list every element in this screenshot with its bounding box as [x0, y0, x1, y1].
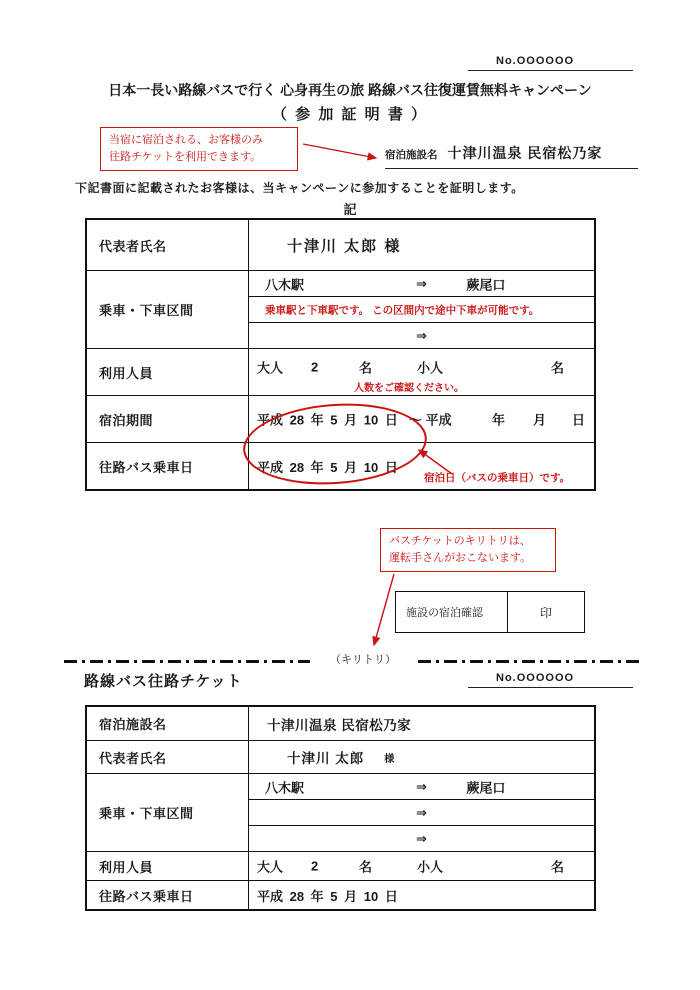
- ticket-row-people: [87, 851, 594, 880]
- ticket-people-cell: [249, 852, 594, 880]
- ticket-route-row-3: [249, 826, 594, 852]
- cut-line-right: [418, 660, 640, 663]
- stay-start-date: 平成 28 年 5 月 10 日: [257, 412, 398, 428]
- ticket-boarding-date-value: 平成 28 年 5 月 10 日: [257, 888, 398, 904]
- people-label: 利用人員: [87, 349, 249, 395]
- ticket-usage-callout-line2: 往路チケットを利用できます。: [109, 151, 262, 164]
- ticket-alighting-station: 蕨尾口: [466, 780, 506, 795]
- ticket-row-boarding-date: [87, 880, 594, 909]
- facility-name-label: 宿泊施設名: [385, 149, 438, 161]
- ticket-facility-label: 宿泊施設名: [87, 707, 249, 740]
- route-arrow-icon: ⇒: [416, 275, 427, 291]
- route-arrow-icon: ⇒: [416, 778, 427, 794]
- campaign-title: 日本一長い路線バスで行く 心身再生の旅 路線バス往復運賃無料キャンペーン: [108, 82, 592, 98]
- row-people: [87, 348, 594, 395]
- callout-arrow-icon: [300, 141, 386, 165]
- ticket-route-row: [249, 774, 594, 800]
- ticket-boarding-date-label: 往路バス乗車日: [87, 881, 249, 909]
- people-note: 人数をご確認ください。: [354, 383, 464, 394]
- section-note: 乗車駅と下車駅です。 この区間内で途中下車が可能です。: [265, 304, 540, 316]
- adult-count: 2: [311, 858, 319, 874]
- people-value-cell: [249, 349, 594, 395]
- ticket-representative-label: 代表者氏名: [87, 741, 249, 773]
- alighting-station: 蕨尾口: [466, 277, 506, 292]
- boarding-station: 八木駅: [265, 277, 305, 292]
- cut-instruction-line1: バスチケットのキリトリは、: [389, 535, 531, 547]
- adult-unit: 名: [359, 859, 373, 875]
- section-note-row: [249, 297, 594, 323]
- seal-cell: 印: [539, 605, 552, 620]
- ticket-row-facility: [87, 707, 594, 740]
- section-value-cell: [249, 271, 594, 348]
- section-label: 乗車・下車区間: [87, 271, 249, 348]
- certificate-doc-number: No.OOOOOO: [468, 55, 633, 71]
- cut-line-label: （キリトリ）: [330, 654, 396, 666]
- route-arrow-icon: ⇒: [416, 831, 427, 846]
- ticket-facility-value: 十津川温泉 民宿松乃家: [267, 717, 412, 733]
- certificate-table: [85, 218, 596, 491]
- boarding-date-note: 宿泊日（バスの乗車日）です。: [424, 472, 571, 484]
- adult-label: 大人: [257, 859, 284, 875]
- row-section: [87, 270, 594, 348]
- representative-value-cell: [249, 220, 594, 270]
- stay-label: 宿泊期間: [87, 396, 249, 442]
- child-label: 小人: [417, 859, 444, 875]
- ticket-usage-callout: [100, 127, 298, 171]
- stay-value-cell: [249, 396, 594, 442]
- adult-count: 2: [311, 359, 319, 375]
- child-label: 小人: [417, 360, 444, 376]
- ticket-row-representative: [87, 740, 594, 773]
- ticket-usage-callout-line1: 当宿に宿泊される、お客様のみ: [109, 134, 263, 146]
- facility-name-field: [385, 143, 638, 169]
- cut-instruction-line2: 運転手さんがおこないます。: [389, 552, 532, 565]
- route-arrow-icon: ⇒: [416, 328, 427, 343]
- ticket-representative-honorific: 様: [384, 753, 395, 765]
- boarding-date-value: 平成 28 年 5 月 10 日: [257, 459, 398, 475]
- boarding-date-label: 往路バス乗車日: [87, 443, 249, 489]
- record-mark: 記: [343, 202, 357, 217]
- ticket-boarding-date-cell: [249, 881, 594, 909]
- stamp-table: [395, 591, 585, 633]
- ticket-representative-value: 十津川 太郎: [287, 751, 365, 766]
- stay-confirmation-label: 施設の宿泊確認: [396, 592, 508, 632]
- cut-instruction-callout: [380, 528, 556, 572]
- row-representative: [87, 220, 594, 270]
- statement-line: 下記書面に記載されたお客様は、当キャンペーンに参加することを証明します。: [75, 181, 524, 195]
- ticket-people-label: 利用人員: [87, 852, 249, 880]
- ticket-route-row-2: [249, 800, 594, 826]
- facility-name-value: 十津川温泉 民宿松乃家: [447, 145, 603, 161]
- ticket-facility-cell: [249, 707, 594, 740]
- representative-label: 代表者氏名: [87, 220, 249, 270]
- stay-to-mark: ～ 平成: [409, 412, 452, 428]
- ticket-section-label: 乗車・下車区間: [87, 774, 249, 851]
- cut-line-left: [64, 660, 310, 663]
- ticket-table: [85, 705, 596, 911]
- representative-value: 十津川 太郎 様: [287, 237, 402, 255]
- stay-end-year-unit: 年: [492, 412, 506, 428]
- adult-label: 大人: [257, 360, 284, 376]
- adult-unit: 名: [359, 360, 373, 376]
- ticket-boarding-station: 八木駅: [265, 780, 305, 795]
- ticket-title: 路線バス往路チケット: [84, 673, 243, 690]
- ticket-row-section: [87, 773, 594, 851]
- ticket-representative-cell: [249, 741, 594, 773]
- route-arrow-icon: ⇒: [416, 804, 427, 820]
- ticket-section-cell: [249, 774, 594, 851]
- ticket-doc-number: No.OOOOOO: [468, 672, 633, 688]
- stay-end-day-unit: 日: [572, 412, 586, 428]
- certificate-heading: （ 参 加 証 明 書 ）: [271, 106, 428, 123]
- stay-end-month-unit: 月: [533, 412, 547, 428]
- row-stay-period: [87, 395, 594, 442]
- section-route-row: [249, 271, 594, 297]
- section-extra-row: [249, 323, 594, 349]
- child-unit: 名: [551, 360, 565, 376]
- child-unit: 名: [551, 859, 565, 875]
